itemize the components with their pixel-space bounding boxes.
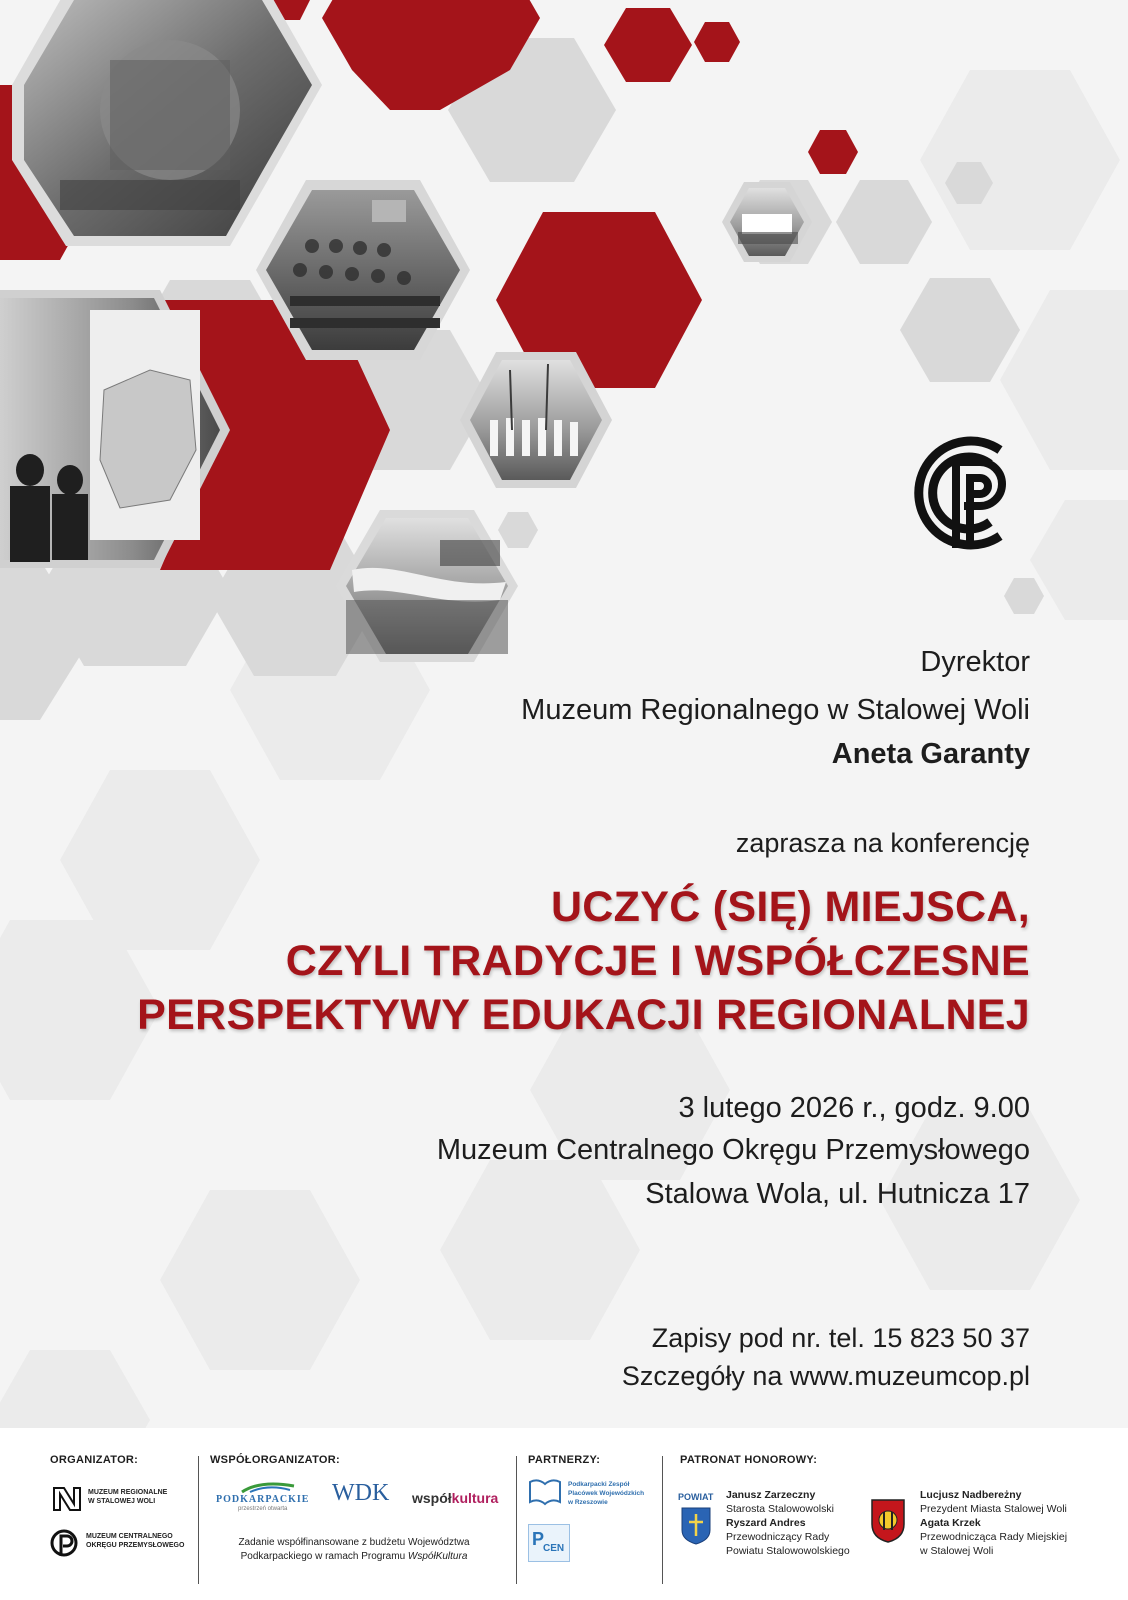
- event-date-time: 3 lutego 2026 r., godz. 9.00: [678, 1092, 1030, 1124]
- conference-title-line-3: PERSPEKTYWY EDUKACJI REGIONALNEJ: [137, 991, 1030, 1039]
- photo-machinery: [12, 0, 322, 246]
- hexagon-photo-collage: [0, 0, 1128, 720]
- event-venue: Muzeum Centralnego Okręgu Przemysłowego: [436, 1134, 1030, 1166]
- footer-divider: [662, 1456, 663, 1584]
- conference-title-line-1: UCZYĆ (SIĘ) MIEJSCA,: [550, 883, 1030, 931]
- footer-divider: [516, 1456, 517, 1584]
- pzpw-logo-text: Podkarpacki Zespół Placówek Wojewódzkich w Rzeszowie: [568, 1481, 645, 1506]
- footer-divider: [198, 1456, 199, 1584]
- director-name: Aneta Garanty: [831, 738, 1030, 770]
- conference-title: [137, 880, 1030, 1042]
- photo-map-lesson: [0, 290, 230, 568]
- conference-title-line-2: CZYLI TRADYCJE I WSPÓŁCZESNE: [285, 937, 1030, 985]
- photo-river: [336, 510, 518, 662]
- honorary-heading: PATRONAT HONOROWY:: [680, 1454, 818, 1466]
- wspolkultura-logo: współkultura: [412, 1490, 499, 1506]
- invitation-text: zaprasza na konferencję: [735, 828, 1030, 858]
- coorganizer-heading: WSPÓŁORGANIZATOR:: [210, 1454, 340, 1466]
- pzpw-book-logo-icon: [528, 1476, 562, 1506]
- registration-website: Szczegóły na www.muzeumcop.pl: [621, 1361, 1030, 1391]
- footer-sponsors: [0, 1428, 1128, 1600]
- director-institution: Muzeum Regionalnego w Stalowej Woli: [521, 694, 1030, 726]
- muzeum-cop-logo: [908, 428, 1024, 558]
- powiat-logo-text: POWIAT: [678, 1492, 714, 1502]
- patron-city-text: Lucjusz Nadbereżny Prezydent Miasta Stalowej Woli Agata Krzek Przewodnicząca Rady Miejskiej w Stalowej Woli: [920, 1489, 1068, 1557]
- partners-heading: PARTNERZY:: [528, 1454, 601, 1466]
- muzeum-regionalne-logo-icon: [52, 1486, 82, 1512]
- muzeum-cop-small-logo-text: MUZEUM CENTRALNEGO OKRĘGU PRZEMYSŁOWEGO: [86, 1533, 185, 1549]
- podkarpackie-logo-sub: przestrzeń otwarta: [238, 1506, 288, 1512]
- director-title: Dyrektor: [920, 646, 1030, 678]
- muzeum-cop-small-logo-icon: [50, 1528, 78, 1558]
- event-address: Stalowa Wola, ul. Hutnicza 17: [645, 1178, 1030, 1210]
- powiat-coat-of-arms-icon: [680, 1506, 712, 1546]
- pcen-logo: P CEN: [528, 1524, 570, 1562]
- organizer-heading: ORGANIZATOR:: [50, 1454, 139, 1466]
- registration-phone: Zapisy pod nr. tel. 15 823 50 37: [651, 1323, 1030, 1353]
- stalowa-wola-coat-of-arms-icon: [870, 1498, 906, 1544]
- podkarpackie-swoosh-icon: [240, 1478, 296, 1494]
- muzeum-regionalne-logo-text: MUZEUM REGIONALNE W STALOWEJ WOLI: [88, 1489, 168, 1505]
- podkarpackie-logo: PODKARPACKIE: [216, 1494, 310, 1505]
- funding-note: Zadanie współfinansowane z budżetu Województwa Podkarpackiego w ramach Programu WspółKultura: [238, 1537, 470, 1562]
- patron-powiat-text: Janusz Zarzeczny Starosta Stalowowolski Ryszard Andres Przewodniczący Rady Powiatu Stalowowolskiego: [726, 1489, 850, 1557]
- wdk-logo: WDK: [332, 1480, 390, 1506]
